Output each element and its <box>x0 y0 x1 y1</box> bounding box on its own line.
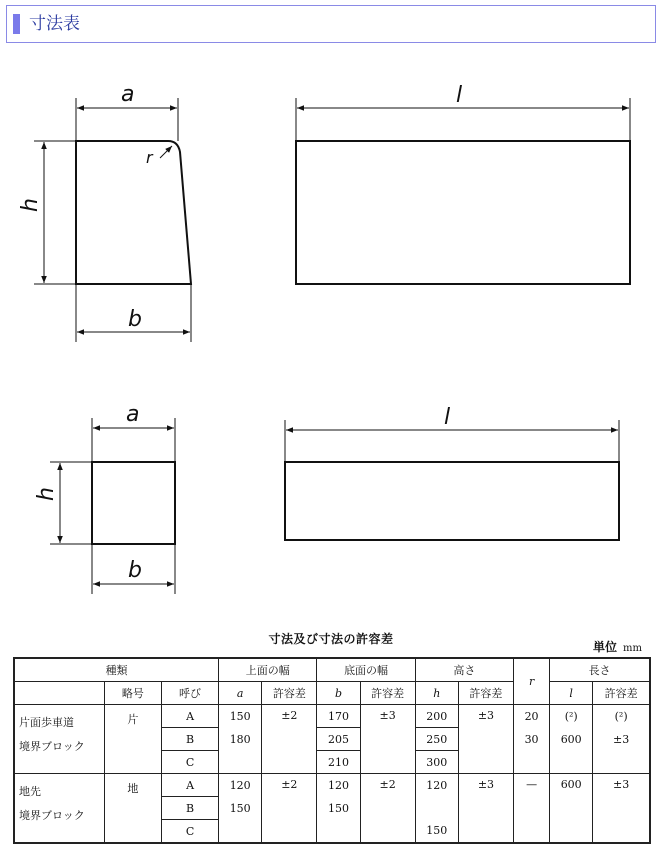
dim-label-h-1: h <box>18 198 43 212</box>
unit-label-text: 単位 <box>593 640 618 654</box>
header-length: 長さ <box>550 658 650 682</box>
header-h: h <box>415 682 458 705</box>
group1-l-0: (²) <box>550 705 593 728</box>
group1-code: 片 <box>104 705 161 774</box>
group1-a-tol: ±2 <box>262 705 317 774</box>
group2-b-2 <box>317 820 360 844</box>
group2-b-tol: ±2 <box>360 774 415 844</box>
group2-a-1: 150 <box>219 797 262 820</box>
dim-label-l-1: l <box>456 83 463 108</box>
group1-l-2 <box>550 751 593 774</box>
group2-name-line1: 地先 <box>19 785 41 798</box>
header-r: r <box>514 658 550 705</box>
header-b-tol: 許容差 <box>360 682 415 705</box>
group1-call-c: C <box>161 751 218 774</box>
header-kind-blank <box>14 682 104 705</box>
group1-h-tol: ±3 <box>458 705 513 774</box>
header-bottom-width: 底面の幅 <box>317 658 415 682</box>
table-header-row-1 <box>14 658 650 682</box>
group1-l-tol-0: (²) <box>593 705 650 728</box>
group2-call-c: C <box>161 820 218 844</box>
group2-call-b: B <box>161 797 218 820</box>
header-height: 高さ <box>415 658 513 682</box>
group2-h-1 <box>415 797 458 820</box>
group1-name-line1: 片面歩車道 <box>19 716 74 729</box>
group1-h-2: 300 <box>415 751 458 774</box>
header-code: 略号 <box>104 682 161 705</box>
group1-b-tol: ±3 <box>360 705 415 774</box>
table-row <box>14 705 650 728</box>
dim-label-b-2: b <box>128 558 142 583</box>
group1-h-0: 200 <box>415 705 458 728</box>
unit-label <box>593 638 642 655</box>
group2-name-line2: 境界ブロック <box>19 809 85 822</box>
unit-value: mm <box>623 643 642 654</box>
group1-r-1: 30 <box>514 728 550 751</box>
header-h-tol: 許容差 <box>458 682 513 705</box>
group2-name <box>14 774 104 844</box>
group2-code: 地 <box>104 774 161 844</box>
table-row <box>14 774 650 797</box>
group1-l-1: 600 <box>550 728 593 751</box>
header-l-tol: 許容差 <box>593 682 650 705</box>
group2-h-0: 120 <box>415 774 458 797</box>
group1-l-tol-1: ±3 <box>593 728 650 751</box>
group1-b-1: 205 <box>317 728 360 751</box>
group2-h-tol: ±3 <box>458 774 513 844</box>
header-call: 呼び <box>161 682 218 705</box>
group2-r: — <box>514 774 550 844</box>
curb-section-outline <box>76 141 191 284</box>
dim-label-a-2: a <box>126 402 140 427</box>
group2-l-tol: ±3 <box>593 774 650 844</box>
group2-h-2: 150 <box>415 820 458 844</box>
table-title: 寸法及び寸法の許容差 <box>268 632 394 646</box>
boundary-side-outline <box>285 462 619 540</box>
dim-label-l-2: l <box>444 405 451 430</box>
group1-a-2 <box>219 751 262 774</box>
group2-a-0: 120 <box>219 774 262 797</box>
group2-b-0: 120 <box>317 774 360 797</box>
boundary-section-outline <box>92 462 175 544</box>
header-kind: 種類 <box>14 658 219 682</box>
group1-r-2 <box>514 751 550 774</box>
header-l: l <box>550 682 593 705</box>
group2-call-a: A <box>161 774 218 797</box>
group2-l: 600 <box>550 774 593 844</box>
group1-call-a: A <box>161 705 218 728</box>
group1-h-1: 250 <box>415 728 458 751</box>
header-a: a <box>219 682 262 705</box>
group1-call-b: B <box>161 728 218 751</box>
group1-b-0: 170 <box>317 705 360 728</box>
page-title: 寸法表 <box>29 14 80 34</box>
dimension-table <box>13 657 651 844</box>
group1-l-tol-2 <box>593 751 650 774</box>
dim-label-h-2: h <box>34 487 59 501</box>
header-b: b <box>317 682 360 705</box>
group1-a-0: 150 <box>219 705 262 728</box>
dim-label-r: r <box>146 148 153 167</box>
group1-a-1: 180 <box>219 728 262 751</box>
group1-name <box>14 705 104 774</box>
group1-r-0: 20 <box>514 705 550 728</box>
group2-b-1: 150 <box>317 797 360 820</box>
dim-label-b-1: b <box>128 307 142 332</box>
curb-side-outline <box>296 141 630 284</box>
header-a-tol: 許容差 <box>262 682 317 705</box>
group1-b-2: 210 <box>317 751 360 774</box>
table-header-row-2 <box>14 682 650 705</box>
header-top-width: 上面の幅 <box>219 658 317 682</box>
group2-a-tol: ±2 <box>262 774 317 844</box>
dim-label-a-1: a <box>121 82 135 107</box>
group2-a-2 <box>219 820 262 844</box>
group1-name-line2: 境界ブロック <box>19 740 85 753</box>
